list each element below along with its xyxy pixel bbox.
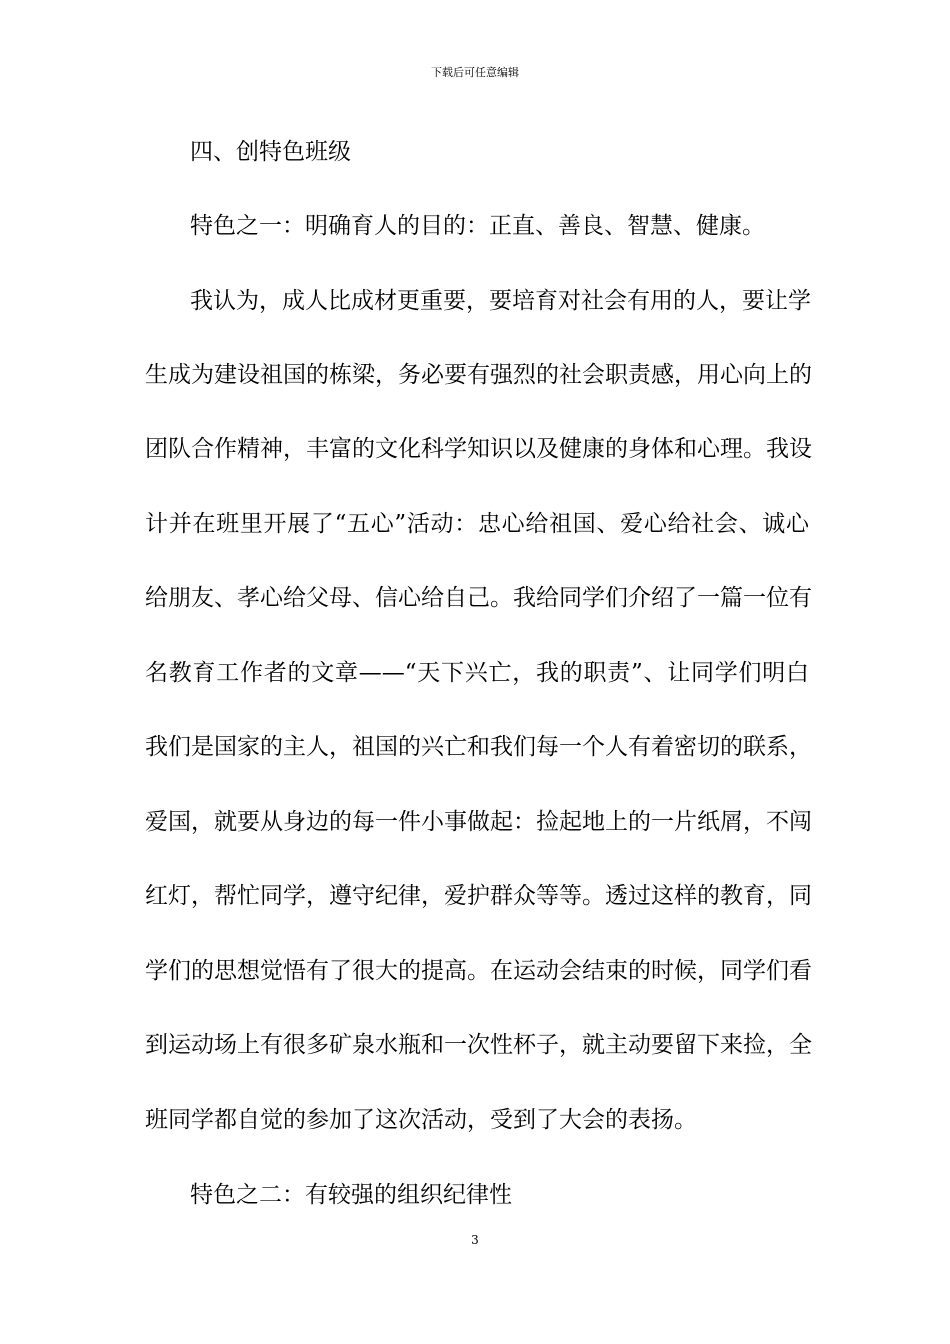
paragraph-line: 我们是国家的主人，祖国的兴亡和我们每一个人有着密切的联系， xyxy=(145,734,812,760)
paragraph-line: 名教育工作者的文章——“天下兴亡，我的职责”、让同学们明白 xyxy=(145,660,809,686)
paragraph-line: 红灯，帮忙同学，遵守纪律，爱护群众等等。透过这样的教育，同 xyxy=(145,883,812,909)
paragraph-line: 给朋友、孝心给父母、信心给自己。我给同学们介绍了一篇一位有 xyxy=(145,585,812,611)
paragraph-line: 爱国，就要从身边的每一件小事做起：捡起地上的一片纸屑，不闯 xyxy=(145,809,812,835)
paragraph-line: 学们的思想觉悟有了很大的提高。在运动会结束的时候，同学们看 xyxy=(145,958,812,984)
paragraph-line: 班同学都自觉的参加了这次活动，受到了大会的表扬。 xyxy=(145,1107,697,1133)
paragraph-line: 生成为建设祖国的栋梁，务必要有强烈的社会职责感，用心向上的 xyxy=(145,362,812,388)
page-number: 3 xyxy=(471,1233,479,1247)
paragraph-line: 我认为，成人比成材更重要，要培育对社会有用的人，要让学 xyxy=(190,288,811,314)
paragraph-line: 计并在班里开展了“五心”活动：忠心给祖国、爱心给社会、诚心 xyxy=(145,511,809,537)
section-heading: 四、创特色班级 xyxy=(190,139,351,165)
page-header: 下载后可任意编辑 xyxy=(431,66,519,79)
paragraph-line: 团队合作精神，丰富的文化科学知识以及健康的身体和心理。我设 xyxy=(145,436,812,462)
feature-two-title: 特色之二：有较强的组织纪律性 xyxy=(190,1182,512,1208)
paragraph-line: 到运动场上有很多矿泉水瓶和一次性杯子，就主动要留下来捡，全 xyxy=(145,1032,812,1058)
feature-one-title: 特色之一：明确育人的目的：正直、善良、智慧、健康。 xyxy=(190,213,765,239)
